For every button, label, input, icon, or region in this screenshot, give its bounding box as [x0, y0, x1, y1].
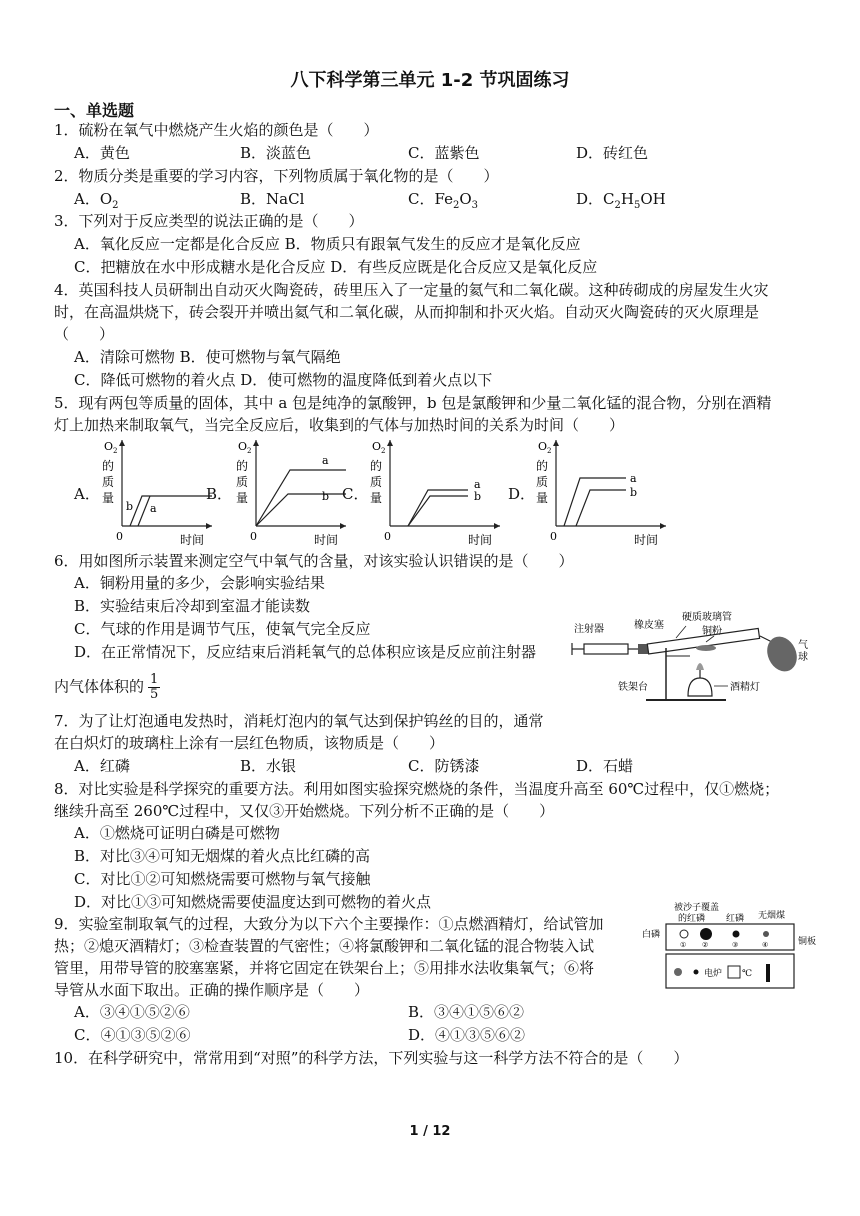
q9-stem-line2: 热；②熄灭酒精灯；③检查装置的气密性；④将氯酸钾和二氧化锰的混合物装入试: [54, 937, 595, 955]
q6-option-b: B．实验结束后冷却到室温才能读数: [74, 597, 311, 615]
curve-b: [576, 490, 626, 526]
label-stand: 铁架台: [618, 682, 648, 693]
axis-x-label: 时间: [180, 533, 205, 546]
q7-option-c: C．防锈漆: [408, 757, 480, 775]
q1-option-b: B．淡蓝色: [240, 144, 312, 162]
label-balloon-1: 气: [798, 640, 808, 651]
q2-option-c: C．$Fe_2O_3$: [408, 190, 479, 211]
q5-stem-line1: 5．现有两包等质量的固体，其中 a 包是纯净的氯酸钾，b 包是氯酸钾和少量二氧化锰的混合物，分别在酒精: [54, 394, 772, 412]
q8-stem-line1: 8．对比实验是科学探究的重要方法。利用如图实验探究燃烧的条件，当温度升高至 60℃过程中，仅①燃烧；: [54, 780, 780, 798]
label-syringe: 注射器: [574, 624, 604, 635]
q4-options-cd: C．降低可燃物的着火点 D．使可燃物的温度降低到着火点以下: [74, 371, 493, 389]
q6-option-d-cont: 内气体体积的 $\frac{1}{5}$: [54, 672, 159, 702]
label-b: b: [322, 490, 330, 503]
syringe-icon: [572, 643, 638, 655]
stopper-icon: [638, 644, 648, 654]
axis-y-label-1: $O_2$: [238, 440, 252, 455]
q4-stem-line2: 时，在高温烘烧下，砖会裂开并喷出氦气和二氧化碳，从而抑制和扑灭火焰。自动灭火陶瓷砖的灭火原理是: [54, 303, 760, 321]
label-balloon-2: 球: [798, 652, 808, 663]
q9-option-a: A．③④①⑤②⑥: [74, 1003, 190, 1021]
axis-origin: 0: [384, 530, 391, 543]
q8-option-b: B．对比③④可知无烟煤的着火点比红磷的高: [74, 847, 371, 865]
q6-option-d: D．在正常情况下，反应结束后消耗氧气的总体积应该是反应前注射器: [74, 643, 537, 661]
red-phosphorus-icon: [733, 931, 740, 938]
q5-graph-b: [230, 436, 350, 546]
balloon-icon: [762, 632, 803, 676]
q5-stem-line2: 灯上加热来制取氧气，当完全反应后，收集到的气体与加热时间的关系为时间（ ）: [54, 416, 625, 434]
label-white-phosphorus: 白磷: [642, 930, 661, 940]
page-title: 八下科学第三单元 1-2 节巩固练习: [290, 70, 570, 91]
curve-a: [256, 470, 346, 526]
q9-option-d: D．④①③⑤⑥②: [408, 1026, 526, 1044]
axis-y-label-3: 质: [536, 475, 549, 489]
axis-y-label-4: 量: [236, 491, 249, 505]
q7-option-a: A．红磷: [74, 757, 130, 775]
axis-y-label-2: 的: [236, 459, 249, 473]
coal-icon: [763, 931, 769, 937]
q7-stem-line2: 在白炽灯的玻璃柱上涂有一层红色物质，该物质是（ ）: [54, 734, 445, 752]
axis-y-label-1: $O_2$: [104, 440, 118, 455]
axis-y-label-4: 量: [370, 491, 383, 505]
graph-axes: [536, 440, 666, 546]
axis-y-label-1: $O_2$: [372, 440, 386, 455]
q5-option-d-label: D．: [508, 485, 536, 503]
q2-option-d: D．$C_2H_5OH$: [576, 190, 666, 211]
section-heading: 一、单选题: [54, 101, 135, 120]
label-b: b: [630, 486, 638, 499]
q9-stem-line4: 导管从水面下取出。正确的操作顺序是（ ）: [54, 981, 370, 999]
q8-option-a: A．①燃烧可证明白磷是可燃物: [74, 824, 280, 842]
axis-y-label-2: 的: [102, 459, 115, 473]
label-stove: 电炉: [704, 969, 723, 979]
axis-y-label-3: 质: [370, 475, 383, 489]
q7-option-b: B．水银: [240, 757, 297, 775]
q2-option-b: B．NaCl: [240, 190, 305, 208]
q9-option-c: C．④①③⑤②⑥: [74, 1026, 191, 1044]
q7-option-d: D．石蜡: [576, 757, 634, 775]
axis-y-label-4: 量: [102, 491, 115, 505]
q4-stem-line1: 4．英国科技人员研制出自动灭火陶瓷砖，砖里压入了一定量的氦气和二氧化碳。这种砖砌成的房屋发生火灾: [54, 281, 769, 299]
axis-y-label-3: 质: [102, 475, 115, 489]
label-a: a: [630, 472, 637, 485]
svg-text:④: ④: [762, 941, 769, 949]
q3-options-ab: A．氧化反应一定都是化合反应 B．物质只有跟氧气发生的反应才是氧化反应: [74, 235, 581, 253]
page-number: 1 / 12: [409, 1124, 451, 1139]
axis-x-label: 时间: [468, 533, 493, 546]
label-sand-covered: 被沙子覆盖: [674, 903, 720, 913]
axis-y-label-2: 的: [370, 459, 383, 473]
q9-option-b: B．③④①⑤⑥②: [408, 1003, 525, 1021]
q5-graph-a: [96, 436, 216, 546]
q1-option-c: C．蓝紫色: [408, 144, 480, 162]
label-stopper: 橡皮塞: [634, 620, 664, 631]
axis-y-label-4: 量: [536, 491, 549, 505]
label-copper: 铜粉: [702, 626, 722, 637]
q2-stem: 2．物质分类是重要的学习内容，下列物质属于氧化物的是（ ）: [54, 167, 499, 185]
axis-x-label: 时间: [314, 533, 339, 546]
q9-stem-line3: 管里，用带导管的胶塞塞紧，并将它固定在铁架台上；⑤用排水法收集氧气；⑥将: [54, 959, 595, 977]
axis-origin: 0: [250, 530, 257, 543]
q8-option-d: D．对比①③可知燃烧需要使温度达到可燃物的着火点: [74, 893, 432, 911]
label-copper-plate: 铜板: [798, 937, 817, 947]
fraction-one-fifth: $\frac{1}{5}$: [150, 672, 159, 702]
electric-stove-icon: [666, 954, 794, 988]
label-tube: 硬质玻璃管: [682, 612, 732, 623]
label-a: a: [150, 502, 157, 515]
q1-option-d: D．砖红色: [576, 144, 649, 162]
alcohol-lamp-icon: [688, 663, 712, 696]
q3-stem: 3．下列对于反应类型的说法正确的是（ ）: [54, 212, 364, 230]
q6-apparatus-figure: [566, 608, 816, 708]
q2-option-a: A．$O_2$: [74, 190, 119, 211]
q5-graph-c: [364, 436, 504, 546]
curve-a: [564, 478, 626, 526]
q4-options-ab: A．清除可燃物 B．使可燃物与氧气隔绝: [74, 348, 341, 366]
q3-options-cd: C．把糖放在水中形成糖水是化合反应 D．有些反应既是化合反应又是氧化反应: [74, 258, 598, 276]
label-sand-covered-2: 的红磷: [678, 914, 706, 924]
q8-option-c: C．对比①②可知燃烧需要可燃物与氧气接触: [74, 870, 371, 888]
label-a: a: [322, 454, 329, 467]
axis-x-label: 时间: [634, 533, 659, 546]
svg-text:②: ②: [702, 941, 709, 949]
axis-y-label-3: 质: [236, 475, 249, 489]
sand-covered-phosphorus-icon: [700, 928, 712, 940]
curve-b: [256, 494, 346, 526]
axis-origin: 0: [550, 530, 557, 543]
q8-experiment-figure: [638, 900, 828, 992]
q6-option-c: C．气球的作用是调节气压，使氧气完全反应: [74, 620, 371, 638]
white-phosphorus-icon: [680, 930, 688, 938]
q8-stem-line2: 继续升高至 260℃过程中，又仅③开始燃烧。下列分析不正确的是（ ）: [54, 802, 555, 820]
q4-stem-line3: （ ）: [54, 325, 115, 343]
axis-y-label-2: 的: [536, 459, 549, 473]
label-unit: ℃: [742, 969, 753, 979]
graph-axes: [236, 440, 346, 546]
q1-stem: 1．硫粉在氧气中燃烧产生火焰的颜色是（ ）: [54, 121, 379, 139]
q5-option-a-label: A．: [74, 485, 100, 503]
label-b: b: [474, 490, 482, 503]
q9-stem-line1: 9．实验室制取氧气的过程，大致分为以下六个主要操作：①点燃酒精灯，给试管加: [54, 915, 604, 933]
q5-option-b-label: B．: [206, 485, 233, 503]
curve-a: [408, 490, 468, 526]
graph-axes: [102, 440, 212, 546]
axis-y-label-1: $O_2$: [538, 440, 552, 455]
q6-option-a: A．铜粉用量的多少，会影响实验结果: [74, 574, 325, 592]
label-red-phosphorus: 红磷: [726, 914, 745, 924]
q5-option-c-label: C．: [342, 485, 369, 503]
label-b: b: [126, 500, 134, 513]
q10-stem: 10．在科学研究中，常常用到“对照”的科学方法，下列实验与这一科学方法不符合的是（ ）: [54, 1049, 689, 1067]
curve-b: [130, 496, 212, 526]
q1-option-a: A．黄色: [74, 144, 130, 162]
q5-graph-d: [530, 436, 670, 546]
svg-text:③: ③: [732, 941, 739, 949]
q6-stem: 6．用如图所示装置来测定空气中氧气的含量，对该实验认识错误的是（ ）: [54, 552, 574, 570]
label-a: a: [474, 478, 481, 491]
label-coal: 无烟煤: [758, 911, 786, 921]
q7-stem-line1: 7．为了让灯泡通电发热时，消耗灯泡内的氧气达到保护钨丝的目的，通常: [54, 712, 544, 730]
label-lamp: 酒精灯: [730, 682, 760, 693]
copper-powder-icon: [696, 645, 716, 651]
svg-text:①: ①: [680, 941, 687, 949]
axis-origin: 0: [116, 530, 123, 543]
